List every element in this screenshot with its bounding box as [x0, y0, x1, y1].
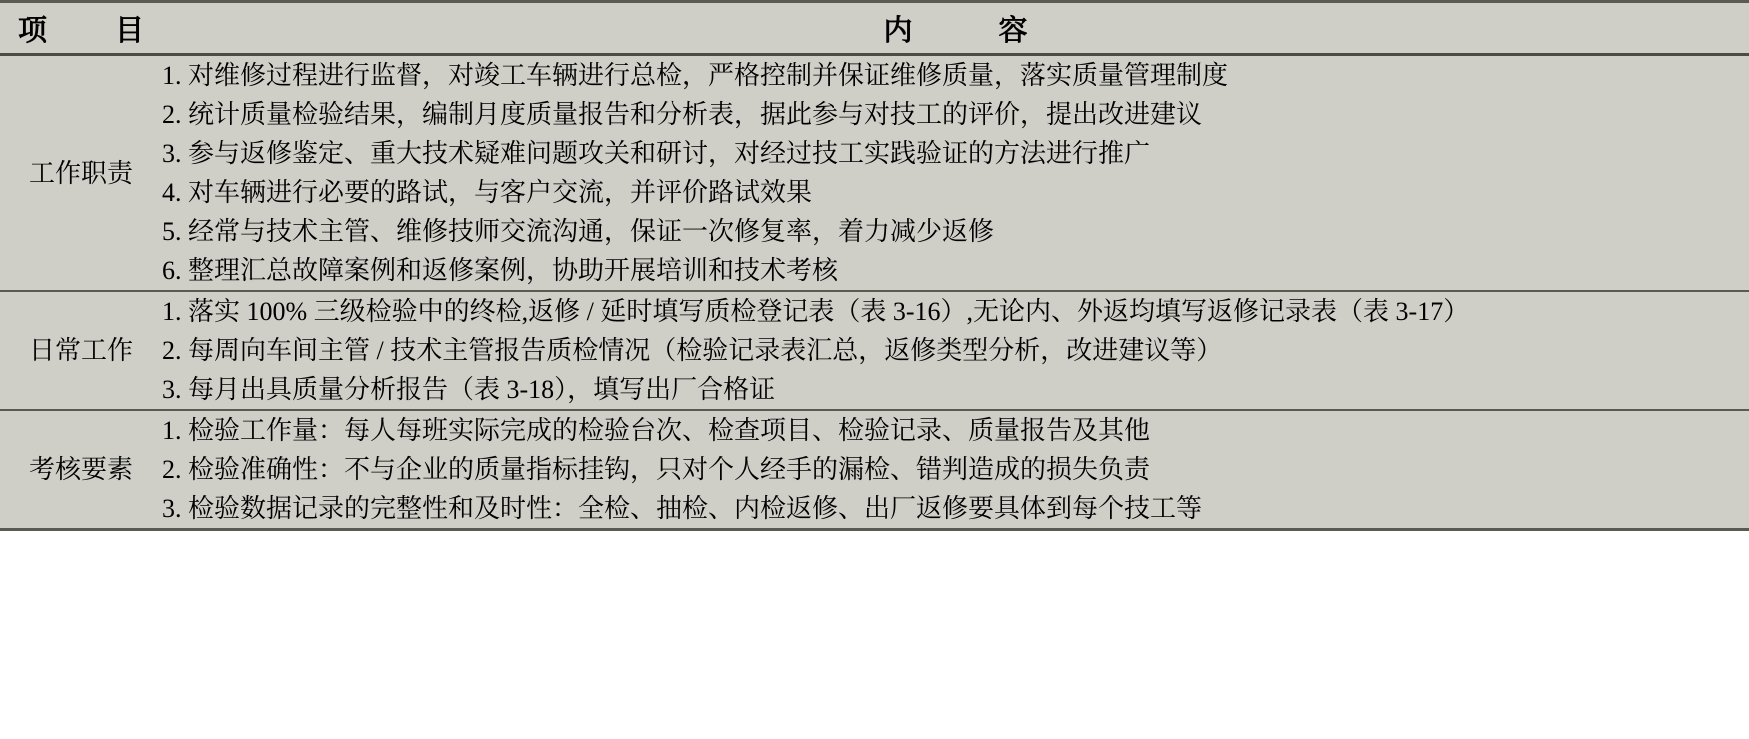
list-item: 3. 每月出具质量分析报告（表 3-18），填写出厂合格证 [162, 375, 776, 404]
list-item: 2. 检验准确性：不与企业的质量指标挂钩，只对个人经手的漏检、错判造成的损失负责 [162, 455, 1151, 484]
row-label-responsibilities: 工作职责 [0, 56, 162, 290]
list-item: 6. 整理汇总故障案例和返修案例，协助开展培训和技术考核 [162, 256, 839, 285]
table-row [0, 411, 1749, 528]
header-content-label-right: 容 [998, 14, 1028, 47]
header-cell-content [162, 3, 1749, 53]
list-item: 3. 参与返修鉴定、重大技术疑难问题攻关和研讨，对经过技工实践验证的方法进行推广 [162, 139, 1151, 168]
list-item: 1. 检验工作量：每人每班实际完成的检验台次、检查项目、检验记录、质量报告及其他 [162, 416, 1151, 445]
list-item: 2. 每周向车间主管 / 技术主管报告质检情况（检验记录表汇总，返修类型分析，改进建议等） [162, 336, 1223, 365]
list-item: 5. 经常与技术主管、维修技师交流沟通，保证一次修复率，着力减少返修 [162, 217, 995, 246]
list-item: 2. 统计质量检验结果，编制月度质量报告和分析表，据此参与对技工的评价，提出改进建议 [162, 100, 1203, 129]
row-content-responsibilities [162, 56, 1749, 290]
list-item: 3. 检验数据记录的完整性和及时性：全检、抽检、内检返修、出厂返修要具体到每个技工等 [162, 494, 1203, 523]
row-content-assessment [162, 411, 1749, 528]
list-item: 4. 对车辆进行必要的路试，与客户交流，并评价路试效果 [162, 178, 813, 207]
row-label-assessment: 考核要素 [0, 411, 162, 528]
list-item: 1. 落实 100% 三级检验中的终检,返修 / 延时填写质检登记表（表 3-16）,无论内、外返均填写返修记录表（表 3-17） [162, 297, 1470, 326]
job-description-table [0, 3, 1749, 528]
row-content-daily-work [162, 292, 1749, 409]
table-header-row [0, 3, 1749, 53]
list-item: 1. 对维修过程进行监督，对竣工车辆进行总检，严格控制并保证维修质量，落实质量管理制度 [162, 61, 1229, 90]
header-item-label-right: 目 [114, 14, 144, 47]
header-content-label-left: 内 [883, 14, 913, 47]
header-cell-item [0, 3, 162, 53]
header-item-label-left: 项 [18, 14, 48, 47]
table-bottom-rule [0, 528, 1749, 531]
table-row [0, 292, 1749, 409]
row-label-daily-work: 日常工作 [0, 292, 162, 409]
table-row [0, 56, 1749, 290]
